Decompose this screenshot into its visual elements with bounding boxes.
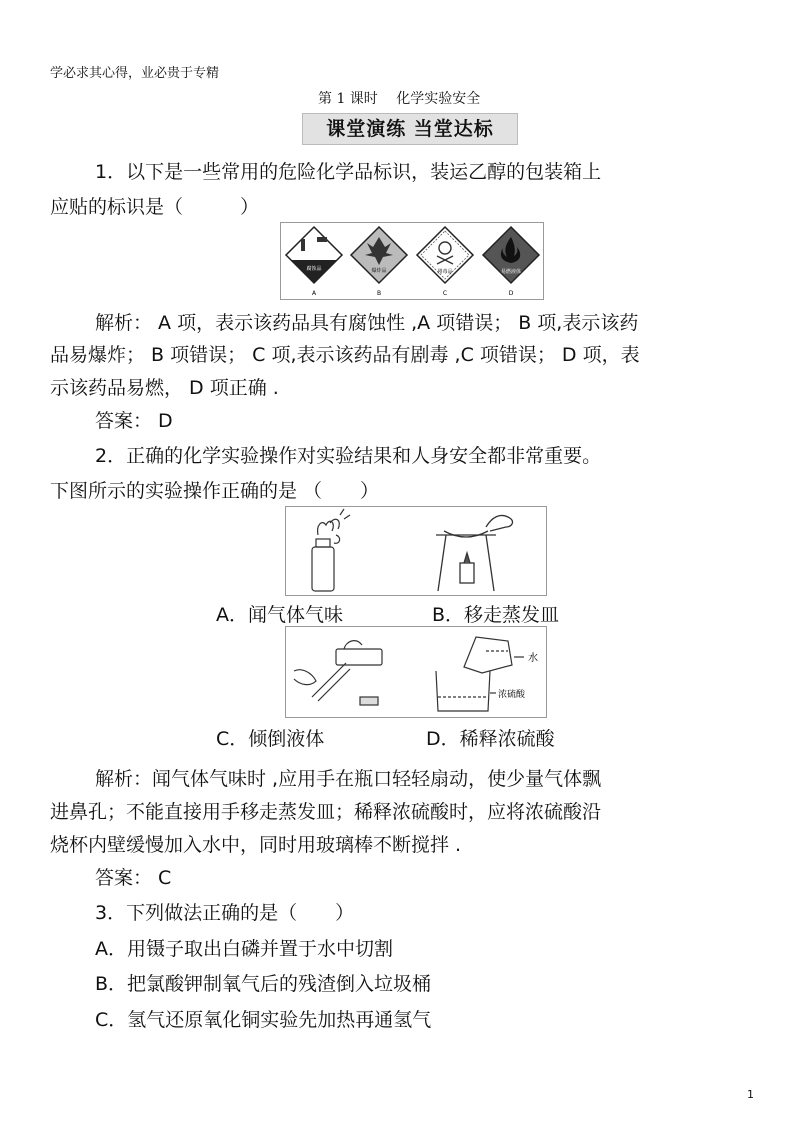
q3-option-a: A．用镊子取出白磷并置于水中切割 — [95, 938, 393, 960]
q2-stem-line2: 下图所示的实验操作正确的是 （ ） — [50, 480, 380, 502]
q2-caption-b: B．移走蒸发皿 — [432, 604, 560, 626]
q2-analysis-line2: 进鼻孔；不能直接用手移走蒸发皿；稀释浓硫酸时，应将浓硫酸沿 — [50, 801, 602, 823]
q1-analysis-line3: 示该药品易燃， D 项正确 . — [50, 377, 279, 399]
hazard-signs-svg — [281, 223, 543, 299]
q3-option-b: B．把氯酸钾制氧气后的残渣倒入垃圾桶 — [95, 973, 432, 995]
section-banner: 课堂演练 当堂达标 — [302, 113, 518, 145]
q2-caption-c: C．倾倒液体 — [216, 728, 325, 750]
q1-analysis-line1: 解析： A 项，表示该药品具有腐蚀性 ,A 项错误； B 项,表示该药 — [95, 312, 639, 334]
q1-stem-line2: 应贴的标识是（ ） — [50, 196, 260, 218]
pour-liquid-illustration — [294, 641, 382, 705]
q2-caption-a: A．闻气体气味 — [216, 604, 343, 626]
sign-b-text: 爆炸品 — [371, 268, 387, 274]
smell-gas-illustration — [312, 509, 350, 591]
q2-figure-top-svg — [286, 507, 546, 595]
q2-stem-line1: 2．正确的化学实验操作对实验结果和人身安全都非常重要。 — [95, 445, 602, 467]
corrosive-sign — [286, 227, 342, 297]
explosive-sign — [351, 227, 407, 297]
sign-c-letter: C — [442, 290, 448, 297]
q1-answer: 答案： D — [95, 410, 173, 432]
sign-a-text: 腐蚀品 — [306, 266, 322, 272]
flammable-sign — [483, 227, 539, 297]
page-number: 1 — [747, 1088, 754, 1101]
q3-stem: 3．下列做法正确的是（ ） — [95, 902, 355, 924]
evaporating-dish-illustration — [436, 515, 512, 591]
q3-option-c: C．氢气还原氧化铜实验先加热再通氢气 — [95, 1009, 432, 1031]
lesson-title: 第 1 课时 化学实验安全 — [318, 91, 481, 107]
q2-caption-d: D．稀释浓硫酸 — [426, 728, 555, 750]
sign-a-letter: A — [311, 290, 317, 297]
sign-b-letter: B — [376, 290, 382, 297]
q2-figure-top — [285, 506, 547, 596]
q2-figure-bottom-svg — [286, 627, 546, 717]
toxic-sign — [417, 227, 473, 297]
label-water: 水 — [528, 653, 538, 664]
q1-analysis-line2: 品易爆炸； B 项错误； C 项,表示该药品有剧毒 ,C 项错误； D 项，表 — [50, 344, 640, 366]
sign-d-text: 易燃液体 — [500, 269, 522, 275]
hazard-signs-figure — [280, 222, 544, 300]
header-motto: 学必求其心得，业必贵于专精 — [50, 66, 220, 81]
label-concentrated-acid: 浓硫酸 — [498, 690, 526, 700]
q2-answer: 答案： C — [95, 867, 172, 889]
q1-stem-line1: 1．以下是一些常用的危险化学品标识，装运乙醇的包装箱上 — [95, 161, 602, 183]
q2-figure-bottom — [285, 626, 547, 718]
q2-analysis-line1: 解析：闻气体气味时 ,应用手在瓶口轻轻扇动，使少量气体飘 — [95, 768, 602, 790]
sign-c-text: 剧毒品 — [437, 269, 453, 275]
q2-analysis-line3: 烧杯内壁缓慢加入水中，同时用玻璃棒不断搅拌 . — [50, 834, 462, 856]
sign-d-letter: D — [508, 290, 514, 297]
